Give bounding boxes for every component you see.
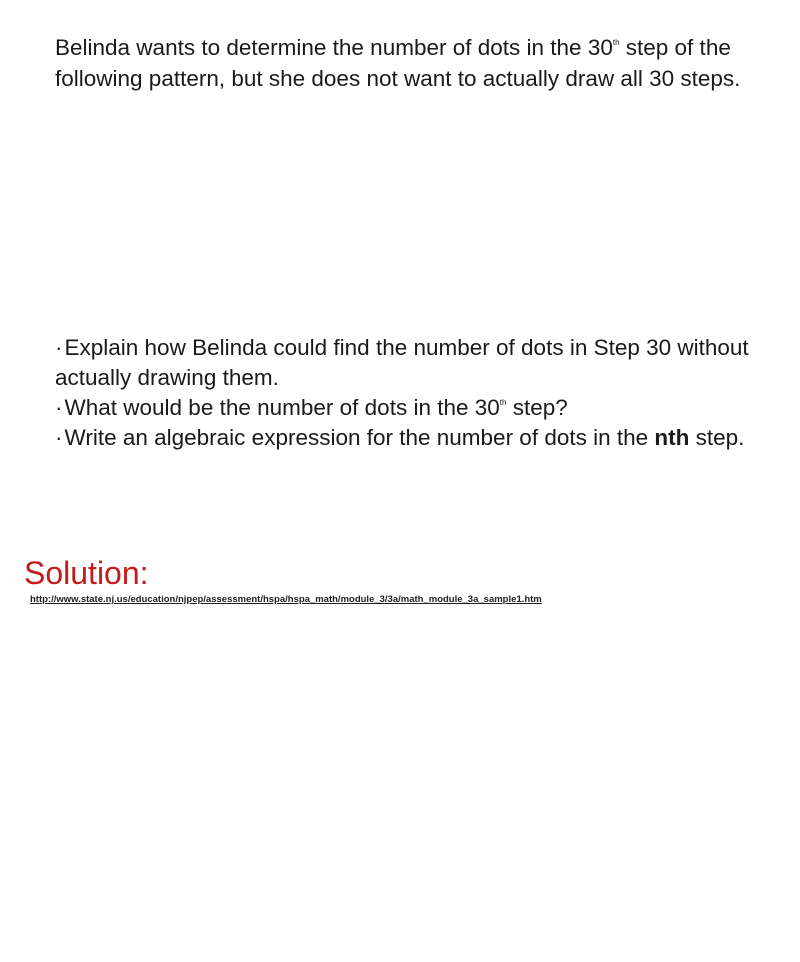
question-3-text-part1: Write an algebraic expression for the number of dots in the [64, 425, 655, 450]
bullet-icon: · [55, 335, 63, 360]
intro-ordinal-suffix: th [612, 38, 620, 47]
question-3-bold-term: nth [654, 425, 690, 450]
bullet-icon: · [55, 425, 63, 450]
intro-text-part2: step of the following pattern, but she does not want to actually draw all 30 steps. [55, 35, 741, 91]
question-3-text-part2: step. [689, 425, 745, 450]
question-item-3 [55, 423, 775, 453]
question-1-text: Explain how Belinda could find the number of dots in Step 30 without actually drawing them. [55, 335, 749, 390]
question-2-ordinal-suffix: th [499, 398, 507, 407]
question-2-text-part1: What would be the number of dots in the 30 [64, 395, 500, 420]
source-url-link[interactable]: http://www.state.nj.us/education/njpep/assessment/hspa/hspa_math/module_3/3a/math_module_3a_sample1.htm [30, 594, 542, 605]
intro-text-part1: Belinda wants to determine the number of dots in the 30 [55, 35, 613, 60]
solution-heading: Solution: [24, 555, 149, 591]
question-item-1 [55, 333, 775, 393]
problem-intro [55, 32, 775, 94]
question-list [55, 333, 775, 453]
question-2-text-part2: step? [506, 395, 568, 420]
question-item-2 [55, 393, 775, 423]
bullet-icon: · [55, 395, 63, 420]
